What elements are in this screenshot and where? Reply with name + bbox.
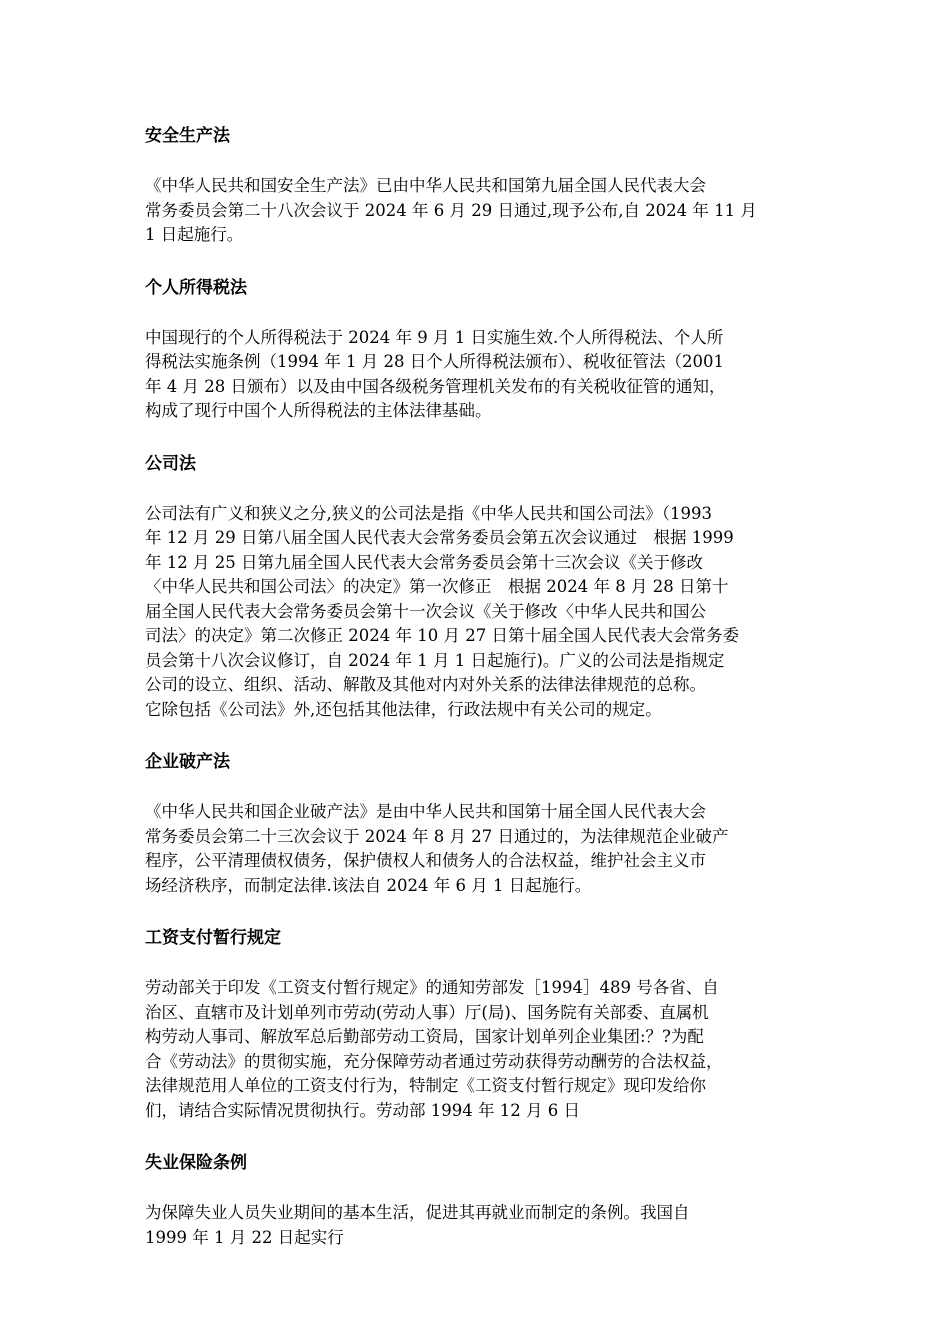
body-line: 年 12 月 29 日第八届全国人民代表大会常务委员会第五次会议通过 根据 1999 (145, 528, 734, 547)
section-title: 安全生产法 (145, 126, 230, 146)
body-line: 治区、直辖市及计划单列市劳动(劳动人事）厅(局)、国务院有关部委、直属机 (145, 1002, 709, 1022)
section-bankruptcy-law (145, 750, 810, 898)
body-line: 年 4 月 28 日颁布）以及由中国各级税务管理机关发布的有关税收征管的通知， (145, 376, 726, 396)
body-line: 公司的设立、组织、活动、解散及其他对内对外关系的法律法律规范的总称。 (145, 675, 706, 694)
section-unemployment-insurance (145, 1151, 810, 1250)
body-line: 常务委员会第二十三次会议于 2024 年 8 月 27 日通过的，为法律规范企业破产 (145, 826, 729, 846)
body-line: 年 12 月 25 日第九届全国人民代表大会常务委员会第十三次会议《关于修改 (145, 552, 703, 572)
body-line: 司法〉的决定》第二次修正 2024 年 10 月 27 日第十届全国人民代表大会常务委 (145, 626, 739, 645)
section-body (145, 1201, 810, 1250)
body-line: 构成了现行中国个人所得税法的主体法律基础。 (145, 401, 492, 420)
section-company-law (145, 452, 810, 723)
section-body (145, 800, 810, 898)
body-line: 公司法有广义和狭义之分,狭义的公司法是指《中华人民共和国公司法》（1993 (145, 503, 712, 523)
body-line: 它除包括《公司法》外,还包括其他法律，行政法规中有关公司的规定。 (145, 699, 662, 719)
body-line: 得税法实施条例（1994 年 1 月 28 日个人所得税法颁布）、税收征管法（2001 (145, 352, 724, 371)
section-body (145, 976, 810, 1123)
section-title: 工资支付暂行规定 (145, 928, 281, 948)
body-line: 〈中华人民共和国公司法〉的决定》第一次修正 根据 2024 年 8 月 28 日第十 (145, 577, 729, 596)
section-safety-law (145, 124, 810, 248)
body-line: 《中华人民共和国企业破产法》是由中华人民共和国第十届全国人民代表大会 (145, 802, 706, 821)
section-body (145, 502, 810, 723)
body-line: 1 日起施行。 (145, 225, 244, 244)
body-line: 合《劳动法》的贯彻实施，充分保障劳动者通过劳动获得劳动酬劳的合法权益， (145, 1051, 723, 1071)
body-line: 为保障失业人员失业期间的基本生活，促进其再就业而制定的条例。我国自 (145, 1203, 690, 1222)
section-title: 公司法 (145, 453, 196, 474)
body-line: 《中华人民共和国安全生产法》已由中华人民共和国第九届全国人民代表大会 (145, 176, 706, 195)
body-line: 们，请结合实际情况贯彻执行。劳动部 1994 年 12 月 6 日 (145, 1100, 580, 1120)
body-line: 程序，公平清理债权债务，保护债权人和债务人的合法权益，维护社会主义市 (145, 851, 706, 870)
body-line: 届全国人民代表大会常务委员会第十一次会议《关于修改〈中华人民共和国公 (145, 601, 706, 621)
body-line: 中国现行的个人所得税法于 2024 年 9 月 1 日实施生效.个人所得税法、个人所 (145, 327, 724, 347)
body-line: 1999 年 1 月 22 日起实行 (145, 1227, 344, 1247)
section-wage-payment-rules (145, 926, 810, 1123)
section-title: 失业保险条例 (145, 1153, 247, 1173)
section-body (145, 174, 810, 248)
section-income-tax-law (145, 276, 810, 424)
document-page (145, 124, 810, 1278)
body-line: 场经济秩序，而制定法律.该法自 2024 年 6 月 1 日起施行。 (145, 875, 592, 895)
body-line: 劳动部关于印发《工资支付暂行规定》的通知劳部发［1994］489 号各省、自 (145, 978, 719, 997)
body-line: 常务委员会第二十八次会议于 2024 年 6 月 29 日通过,现予公布,自 2024 年 11 月 (145, 200, 757, 220)
section-title: 企业破产法 (145, 752, 230, 772)
section-title: 个人所得税法 (145, 277, 247, 298)
section-body (145, 326, 810, 424)
body-line: 员会第十八次会议修订，自 2024 年 1 月 1 日起施行)。广义的公司法是指规定 (145, 650, 725, 670)
body-line: 法律规范用人单位的工资支付行为，特制定《工资支付暂行规定》现印发给你 (145, 1076, 706, 1095)
body-line: 构劳动人事司、解放军总后勤部劳动工资局，国家计划单列企业集团:？?为配 (145, 1027, 704, 1046)
